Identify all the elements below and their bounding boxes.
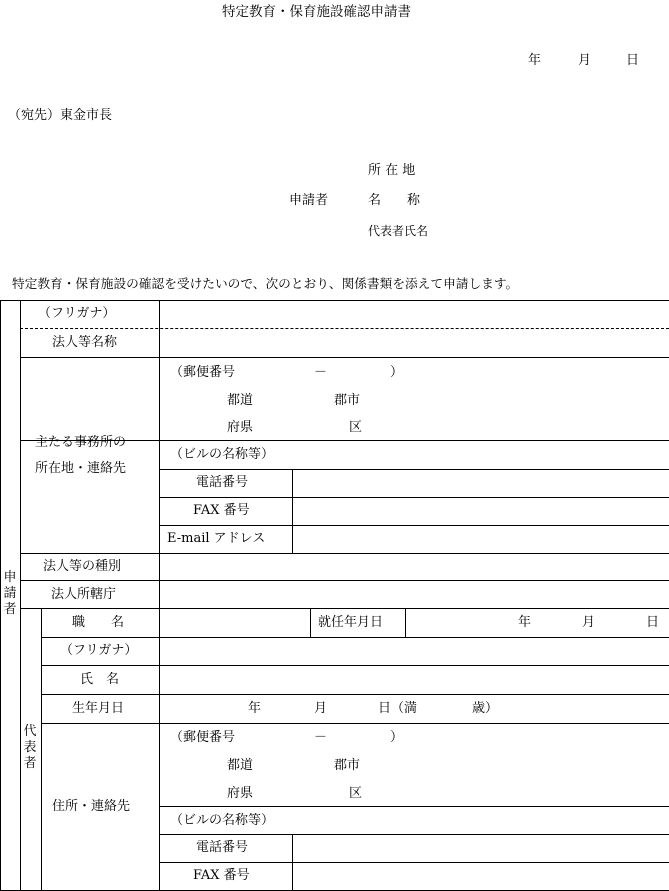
- rep-postal-close: ）: [390, 730, 404, 745]
- rep-building: （ビルの名称等）: [170, 813, 275, 828]
- label-position: 職 名: [72, 615, 125, 630]
- applicant-representative-label: 代表者氏名: [368, 224, 429, 238]
- label-corp-type: 法人等の種別: [43, 559, 122, 574]
- rep-address-field[interactable]: [160, 724, 669, 806]
- label-rep-furigana: （フリガナ）: [60, 643, 138, 658]
- side-label-representative: 代表者: [23, 724, 37, 771]
- label-office-1: 主たる事務所の: [35, 435, 127, 450]
- office-postal-dash: －: [314, 365, 328, 380]
- side-label-applicant: 申請者: [3, 570, 17, 617]
- office-postal-close: ）: [390, 365, 404, 380]
- appointed-day: 日: [646, 615, 660, 630]
- office-fuken: 府県: [227, 420, 254, 435]
- birth-day-age: 日（満: [378, 701, 418, 716]
- rep-fax-label: FAX 番号: [193, 868, 250, 883]
- corp-type-field[interactable]: [160, 554, 669, 580]
- applicant-name-label: 名 称: [368, 193, 421, 208]
- office-building-field[interactable]: [160, 441, 669, 469]
- rep-ku: 区: [349, 786, 363, 801]
- addressee: （宛先）東金市長: [8, 108, 113, 123]
- office-fax-field[interactable]: [293, 498, 669, 525]
- label-corp-name: 法人等名称: [52, 335, 118, 350]
- intro-text: 特定教育・保育施設の確認を受けたいので、次のとおり、関係書類を添えて申請します。: [12, 276, 519, 291]
- label-address-contact: 住所・連絡先: [52, 799, 131, 814]
- rep-phone-field[interactable]: [293, 835, 669, 862]
- rep-postal-label: （郵便番号: [170, 730, 236, 745]
- label-appointed-date: 就任年月日: [318, 615, 384, 630]
- corp-name-field[interactable]: [160, 330, 669, 357]
- label-office-2: 所在地・連絡先: [35, 461, 127, 476]
- office-ku: 区: [349, 420, 363, 435]
- rep-fax-field[interactable]: [293, 863, 669, 890]
- office-fax-label: FAX 番号: [193, 503, 250, 518]
- corp-authority-field[interactable]: [160, 581, 669, 608]
- corp-furigana-field[interactable]: [160, 301, 669, 328]
- rep-phone-label: 電話番号: [196, 840, 249, 855]
- office-postal-label: （郵便番号: [170, 365, 236, 380]
- label-furigana: （フリガナ）: [38, 306, 116, 321]
- date-year: 年: [528, 53, 542, 68]
- rep-fuken: 府県: [227, 786, 254, 801]
- office-email-label: E-mail アドレス: [167, 531, 266, 546]
- office-phone-field[interactable]: [293, 470, 669, 497]
- label-full-name: 氏 名: [80, 672, 120, 687]
- applicant-location-label: 所 在 地: [368, 163, 416, 178]
- birth-age-close: 歳）: [472, 701, 499, 716]
- rep-name-field[interactable]: [160, 666, 669, 694]
- birth-month: 月: [314, 701, 328, 716]
- rep-todo: 都道: [227, 758, 254, 773]
- office-address-field[interactable]: [160, 358, 669, 440]
- office-building: （ビルの名称等）: [170, 447, 275, 462]
- label-birth-date: 生年月日: [72, 701, 125, 716]
- office-phone-label: 電話番号: [196, 475, 249, 490]
- office-gunshi: 郡市: [334, 393, 361, 408]
- office-todo: 都道: [227, 393, 254, 408]
- label-corp-authority: 法人所轄庁: [51, 587, 117, 602]
- document-title: 特定教育・保育施設確認申請書: [222, 4, 411, 20]
- appointed-month: 月: [582, 615, 596, 630]
- appointed-year: 年: [518, 615, 532, 630]
- rep-postal-dash: －: [314, 730, 328, 745]
- applicant-group-label: 申請者: [289, 193, 329, 208]
- birth-year: 年: [248, 701, 262, 716]
- rep-building-field[interactable]: [160, 807, 669, 834]
- date-day: 日: [626, 53, 640, 68]
- rep-furigana-field[interactable]: [160, 638, 669, 665]
- rep-gunshi: 郡市: [334, 758, 361, 773]
- appointed-date-field[interactable]: [406, 609, 506, 637]
- date-month: 月: [578, 53, 592, 68]
- office-email-field[interactable]: [293, 526, 669, 553]
- position-field[interactable]: [160, 609, 310, 637]
